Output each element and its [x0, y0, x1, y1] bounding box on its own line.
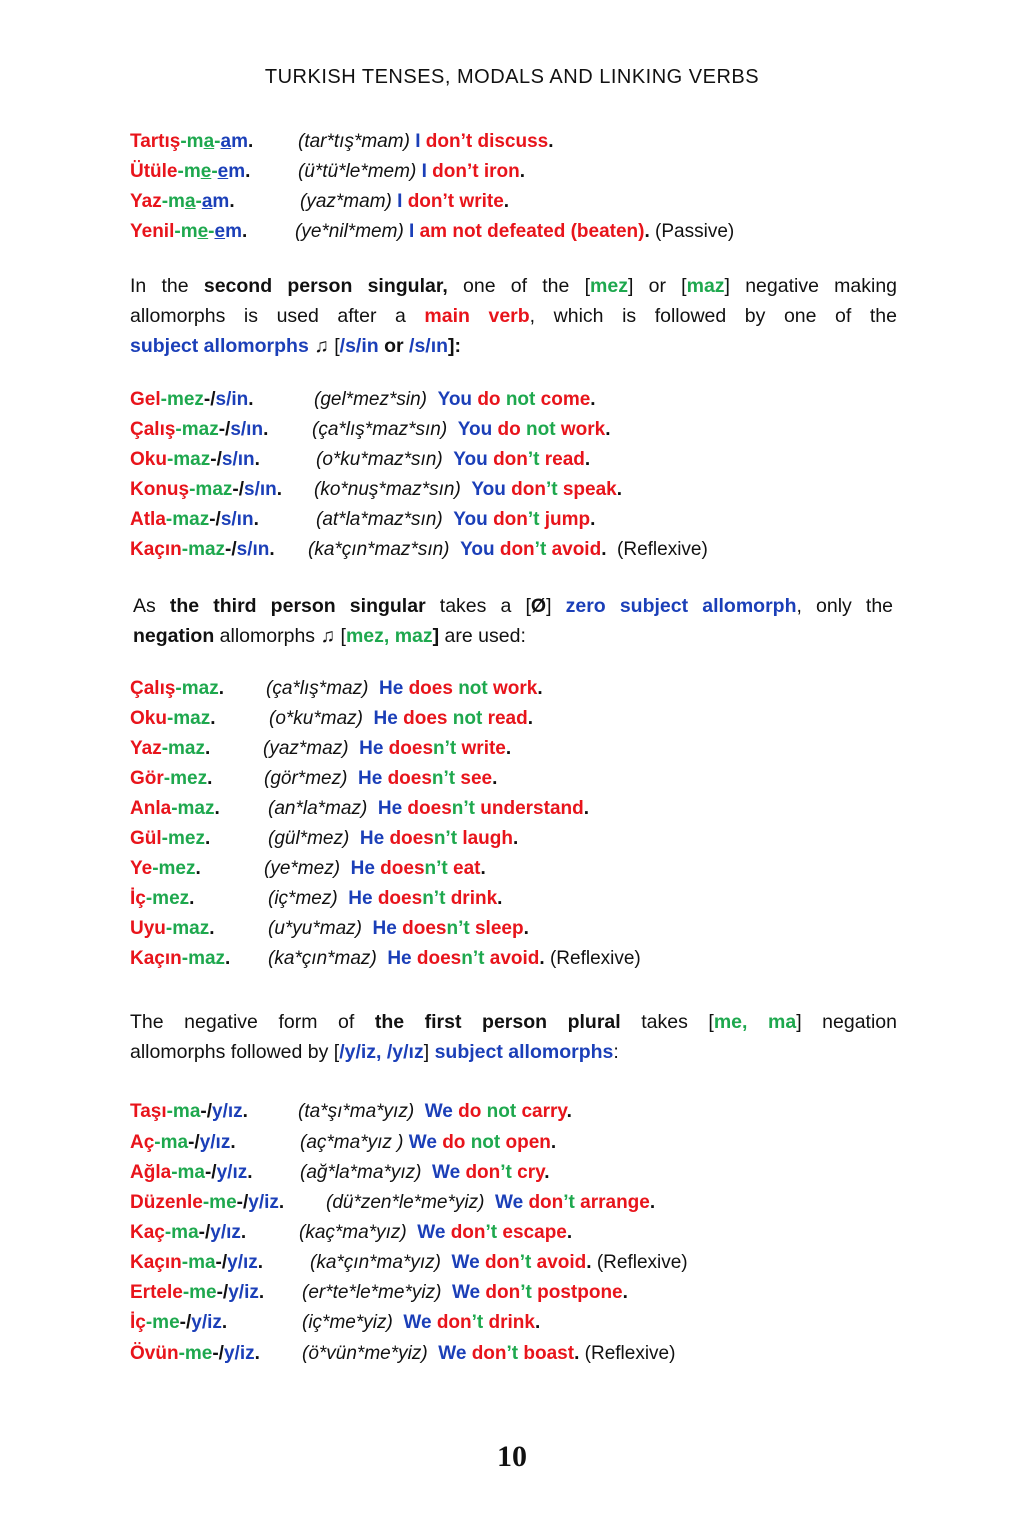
- example-row: Oku-maz-/s/ın. (o*ku*maz*sın) You don’t read.: [130, 449, 591, 470]
- example-row: Gör-mez. (gör*mez) He doesn’t see.: [130, 768, 498, 789]
- example-row: Kaçın-ma-/y/ız. (ka*çın*ma*yız) We don’t avoid. (Reflexive): [130, 1252, 688, 1273]
- example-row: Taşı-ma-/y/ız. (ta*şı*ma*yız) We do not carry.: [130, 1101, 572, 1122]
- example-row: Düzenle-me-/y/iz. (dü*zen*le*me*yiz) We don’t arrange.: [130, 1192, 656, 1213]
- example-row: Atla-maz-/s/ın. (at*la*maz*sın) You don’t jump.: [130, 509, 596, 530]
- explanation-paragraph: In the second person singular, one of the [mez] or [maz] negative making allomorphs is used after a main verb, which is followed by one of the subject allomorphs ♫ [/s/in or /s/ın]:: [130, 275, 898, 357]
- example-row: Aç-ma-/y/ız. (aç*ma*yız ) We do not open.: [130, 1132, 557, 1153]
- explanation-paragraph: The negative form of the first person plural takes [me, ma] negation allomorphs followed by [/y/iz, /y/ız] subject allomorphs:: [130, 1011, 897, 1063]
- page-header: TURKISH TENSES, MODALS AND LINKING VERBS: [264, 66, 760, 88]
- example-row: İç-me-/y/iz. (iç*me*yiz) We don’t drink.: [130, 1312, 541, 1333]
- example-row: Çalış-maz. (ça*lış*maz) He does not work.: [130, 678, 543, 699]
- example-row: Ertele-me-/y/iz. (er*te*le*me*yiz) We don’t postpone.: [130, 1282, 628, 1303]
- example-row: Gül-mez. (gül*mez) He doesn’t laugh.: [130, 828, 519, 849]
- example-row: Gel-mez-/s/in. (gel*mez*sin) You do not come.: [130, 389, 596, 410]
- example-row: Oku-maz. (o*ku*maz) He does not read.: [130, 708, 533, 729]
- example-row: Çalış-maz-/s/ın. (ça*lış*maz*sın) You do not work.: [130, 419, 611, 440]
- example-row: Kaçın-maz. (ka*çın*maz) He doesn’t avoid. (Reflexive): [130, 948, 641, 969]
- example-row: Kaç-ma-/y/ız. (kaç*ma*yız) We don’t escape.: [130, 1222, 573, 1243]
- example-row: Yaz-ma-am. (yaz*mam) I don’t write.: [130, 191, 510, 212]
- example-row: Kaçın-maz-/s/ın. (ka*çın*maz*sın) You don’t avoid. (Reflexive): [130, 539, 708, 560]
- example-row: Ağla-ma-/y/ız. (ağ*la*ma*yız) We don’t cry.: [130, 1162, 550, 1183]
- explanation-paragraph: As the third person singular takes a [Ø] zero subject allomorph, only the negation allomorphs ♫ [mez, maz] are used:: [133, 595, 894, 647]
- example-row: Yaz-maz. (yaz*maz) He doesn’t write.: [130, 738, 512, 759]
- example-row: Ütüle-me-em. (ü*tü*le*mem) I don’t iron.: [130, 161, 526, 182]
- example-row: Anla-maz. (an*la*maz) He doesn’t understand.: [130, 798, 590, 819]
- example-row: Uyu-maz. (u*yu*maz) He doesn’t sleep.: [130, 918, 529, 939]
- example-row: Övün-me-/y/iz. (ö*vün*me*yiz) We don’t boast. (Reflexive): [130, 1343, 676, 1364]
- example-row: Tartış-ma-am. (tar*tış*mam) I don’t discuss.: [130, 131, 554, 152]
- example-row: Ye-mez. (ye*mez) He doesn’t eat.: [130, 858, 486, 879]
- example-row: İç-mez. (iç*mez) He doesn’t drink.: [130, 888, 503, 909]
- page-number: 10: [497, 1440, 527, 1473]
- example-row: Yenil-me-em. (ye*nil*mem) I am not defeated (beaten). (Passive): [130, 221, 735, 242]
- example-row: Konuş-maz-/s/ın. (ko*nuş*maz*sın) You don’t speak.: [130, 479, 623, 500]
